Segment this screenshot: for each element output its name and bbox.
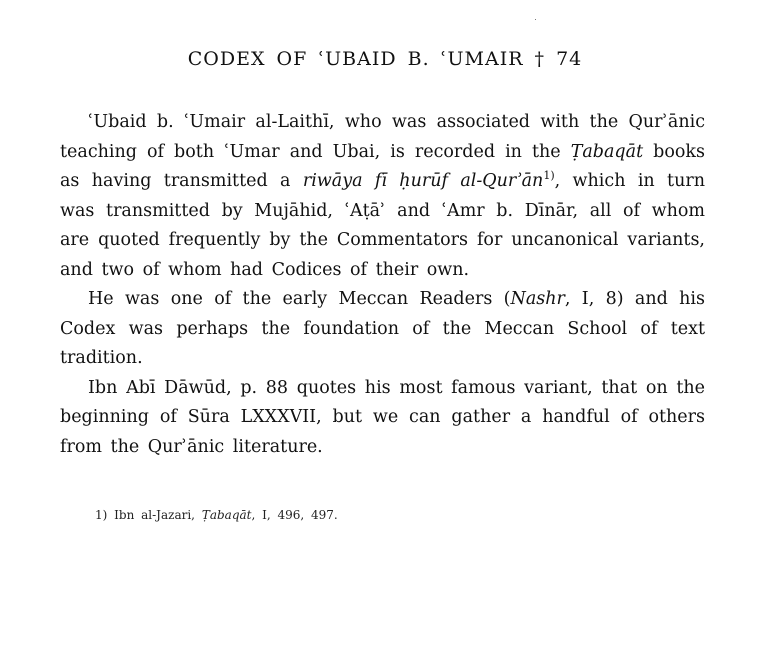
paragraph-3-text: Ibn Abī Dāwūd, p. 88 quotes his most famous variant, that on the beginning of Sūra LXXXVII, but we can gather a handful of others from the Qurʾānic literature. (60, 377, 705, 457)
footnote (95, 508, 338, 522)
paragraph-1-text-b: books as having transmitted a (60, 141, 706, 191)
paragraph-1-text-c: , which in turn was transmitted by Mujāhid, ʿAṭāʾ and ʿAmr b. Dīnār, all of whom are quoted frequently by the Commentators for uncanonical variants, and two of whom had Codices of their own. (60, 171, 705, 280)
paragraph-2-text-b: , I, 8) and his Codex was perhaps the foundation of the Meccan School of text tradition. (60, 289, 705, 368)
footnote-reference: 1) (543, 169, 555, 183)
paragraph-2-text-a: He was one of the early Meccan Readers ( (88, 289, 511, 309)
footnote-ref: , I, 496, 497. (251, 508, 338, 522)
paragraph-3 (60, 374, 705, 463)
paragraph-1-italic-tabaqat: Ṭabaqāt (570, 141, 644, 162)
paragraph-1-text-a: ʿUbaid b. ʿUmair al-Laithī, who was associated with the Qurʾānic teaching of both ʿUmar and Ubai, is recorded in the (60, 112, 705, 162)
paragraph-1 (60, 108, 705, 285)
page-title (0, 48, 770, 70)
footnote-author: Ibn al-Jazari, (114, 508, 195, 522)
paragraph-1-italic-riwaya: riwāya fī ḥurūf al-Qurʾān (302, 171, 544, 191)
paragraph-2-italic-nashr: Nashr (510, 289, 565, 309)
footnote-marker: 1) (95, 508, 108, 522)
page-title-text: CODEX OF ʿUBAID B. ʿUMAIR † 74 (187, 48, 583, 70)
body-text (60, 108, 705, 462)
scan-speck (535, 19, 536, 20)
footnote-title: Ṭabaqāt (201, 508, 252, 522)
paragraph-2 (60, 285, 705, 374)
